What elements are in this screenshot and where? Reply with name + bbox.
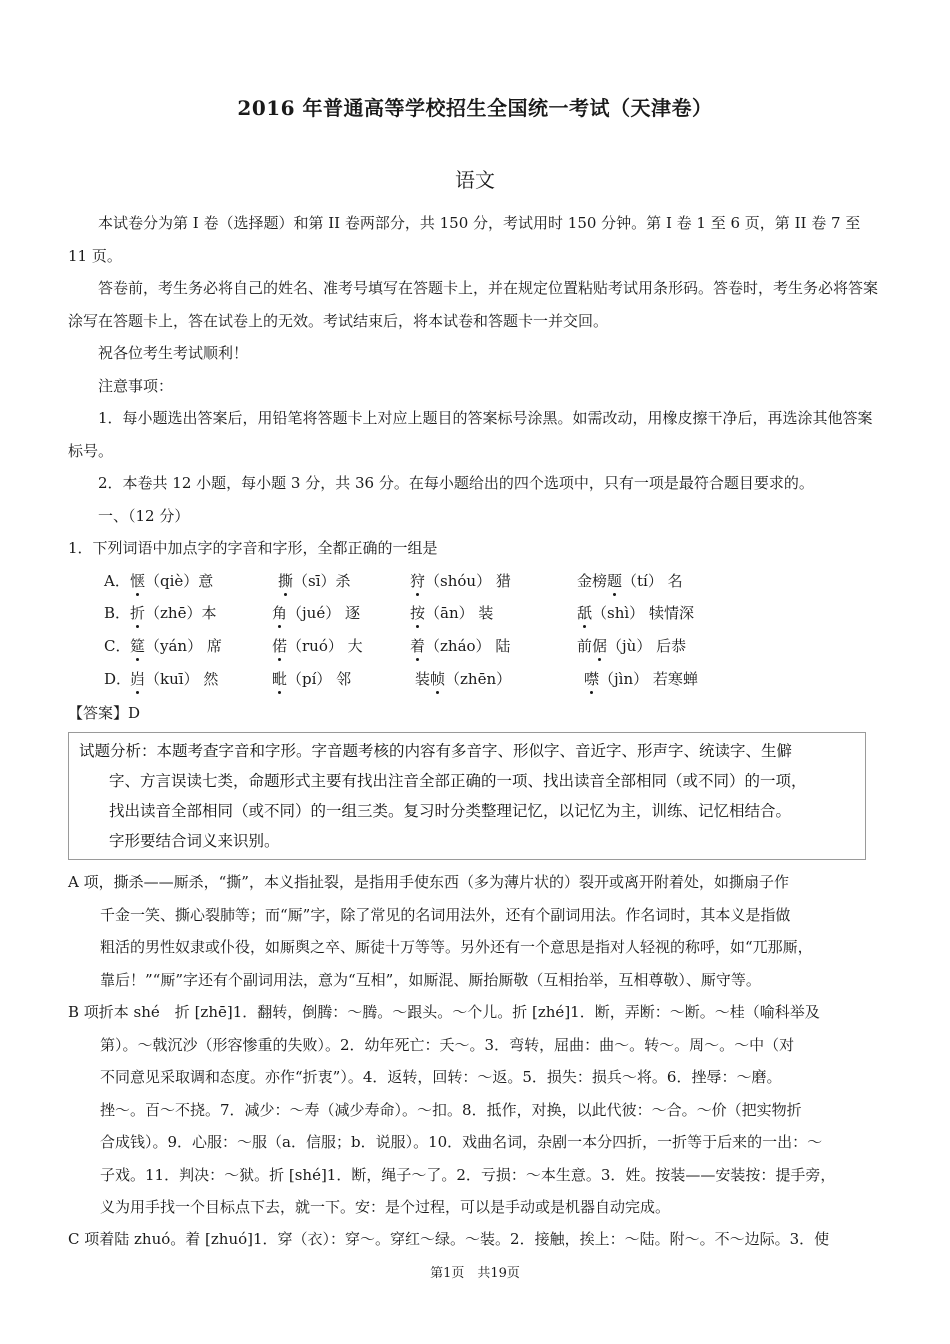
item-text: （yán） 席 bbox=[145, 637, 222, 655]
analysis-line-3: 找出读音全部相同（或不同）的一组三类。复习时分类整理记忆，以记忆为主，训练、记忆相结合。 bbox=[109, 802, 792, 820]
option-label: B． bbox=[104, 604, 131, 622]
explanation-line: 子戏。11．判决：～狱。折 [shé]1．断，绳子～了。2．亏损：～本生意。3．姓。按装——安装按：提手旁， bbox=[100, 1165, 836, 1184]
explanation-c bbox=[68, 1223, 886, 1256]
dotted-char: 题 bbox=[607, 572, 623, 590]
item-text: （zháo） 陆 bbox=[425, 637, 511, 655]
option-item bbox=[577, 602, 694, 624]
option-item bbox=[130, 602, 216, 624]
intro-paragraph-2: 答卷前，考生务必将自己的姓名、准考号填写在答题卡上，并在规定位置粘贴考试用条形码。答卷时，考生务必将答案涂写在答题卡上，答在试卷上的无效。考试结束后，将本试卷和答题卡一并交回。 bbox=[68, 279, 879, 330]
dotted-char: 噤 bbox=[584, 670, 600, 688]
dotted-char: 撕 bbox=[278, 572, 294, 590]
subject-heading: 语文 bbox=[455, 168, 495, 192]
dotted-char: 折 bbox=[130, 604, 146, 622]
answer-line: 【答案】D bbox=[68, 704, 141, 722]
dotted-char: 着 bbox=[410, 637, 426, 655]
option-item bbox=[410, 570, 511, 592]
item-prefix: 装 bbox=[415, 670, 431, 688]
exam-title: 2016 年普通高等学校招生全国统一考试（天津卷） bbox=[237, 96, 713, 120]
intro-paragraph-1: 本试卷分为第 I 卷（选择题）和第 II 卷两部分，共 150 分，考试用时 150 分钟。第 I 卷 1 至 6 页，第 II 卷 7 至 11 页。 bbox=[68, 214, 861, 265]
dotted-char: 偌 bbox=[272, 637, 288, 655]
explanation-line: 靠后！”“厮”字还有个副词用法，意为“互相”，如厮混、厮抬厮敬（互相抬举，互相尊敬）、厮守等。 bbox=[100, 970, 761, 989]
option-item bbox=[272, 635, 363, 657]
option-label: C． bbox=[104, 637, 131, 655]
item-text: （ruó） 大 bbox=[287, 637, 363, 655]
item-text: （ān） 装 bbox=[425, 604, 494, 622]
dotted-char: 惬 bbox=[130, 572, 146, 590]
option-label: A． bbox=[104, 572, 130, 590]
dotted-char: 筵 bbox=[130, 637, 146, 655]
option-item bbox=[272, 602, 360, 624]
notice-item-2: 2．本卷共 12 小题，每小题 3 分，共 36 分。在每小题给出的四个选项中，只有一项是最符合题目要求的。 bbox=[98, 474, 814, 492]
explanation-line: 第）。～戟沉沙（形容惨重的失败）。2．幼年死亡：夭～。3．弯转，屈曲：曲～。转～。周～。～中（对 bbox=[100, 1035, 795, 1054]
explanation-line: 粗活的男性奴隶或仆役，如厮舆之卒、厮徒十万等等。另外还有一个意思是指对人轻视的称呼，如“兀那厮， bbox=[100, 938, 813, 956]
item-text: （jìn） 若寒蝉 bbox=[599, 670, 698, 688]
dotted-char: 倨 bbox=[592, 637, 608, 655]
analysis-line-2: 字、方言误读七类，命题形式主要有找出注音全部正确的一项、找出读音全部相同（或不同）的一项， bbox=[109, 772, 807, 790]
item-text: （kuī） 然 bbox=[145, 670, 219, 688]
option-item bbox=[577, 570, 683, 592]
explanation-line: 不同意见采取调和态度。亦作“折衷”）。4．返转，回转：～返。5．损失：损兵～将。6．挫辱：～磨。 bbox=[100, 1068, 782, 1086]
option-row-d bbox=[104, 668, 864, 690]
item-prefix: 前 bbox=[577, 637, 593, 655]
option-item bbox=[410, 602, 493, 624]
option-item bbox=[577, 635, 686, 657]
notice-item-1: 1．每小题选出答案后，用铅笔将答题卡上对应上题目的答案标号涂黑。如需改动，用橡皮擦干净后，再选涂其他答案标号。 bbox=[68, 409, 873, 460]
explanation-line: 义为用手找一个目标点下去，就一下。安：是个过程，可以是手动或是机器自动完成。 bbox=[100, 1198, 671, 1216]
analysis-box bbox=[68, 732, 866, 860]
item-text: （sī）杀 bbox=[293, 572, 351, 590]
option-item bbox=[278, 570, 351, 592]
item-text: （qiè）意 bbox=[145, 572, 214, 590]
question-stem: 1．下列词语中加点字的字音和字形，全都正确的一组是 bbox=[68, 539, 438, 557]
option-label: D． bbox=[104, 670, 132, 688]
option-item bbox=[130, 635, 222, 657]
item-text: （tí） 名 bbox=[622, 572, 683, 590]
explanation-line: B 项折本 shé 折 [zhē]1．翻转，倒腾：～腾。～跟头。～个儿。折 [zhé]1．断，弄断：～断。～桂（喻科举及 bbox=[68, 1003, 820, 1021]
option-item bbox=[272, 668, 351, 690]
dotted-char: 按 bbox=[410, 604, 426, 622]
option-item bbox=[130, 570, 213, 592]
item-text: （shóu） 猎 bbox=[425, 572, 511, 590]
option-row-a bbox=[104, 570, 864, 592]
explanation-b bbox=[68, 996, 886, 1224]
analysis-line-1: 试题分析：本题考查字音和字形。字音题考核的内容有多音字、形似字、音近字、形声字、统读字、生僻 bbox=[79, 742, 793, 760]
section-heading: 一、（12 分） bbox=[98, 507, 190, 525]
explanation-line: A 项，撕杀——厮杀，“撕”，本义指扯裂，是指用手使东西（多为薄片状的）裂开或离开附着处，如撕扇子作 bbox=[68, 873, 789, 891]
analysis-line-4: 字形要结合词义来识别。 bbox=[109, 832, 280, 850]
explanation-line: 挫～。百～不挠。7．减少：～寿（减少寿命）。～扣。8．抵作，对换，以此代彼：～合。～价（把实物折 bbox=[100, 1100, 802, 1119]
option-item bbox=[410, 635, 510, 657]
option-row-b bbox=[104, 602, 864, 624]
explanation-a bbox=[68, 866, 886, 996]
explanation-line: 千金一笑、撕心裂肺等；而“厮”字，除了常见的名词用法外，还有个副词用法。作名词时，其本义是指做 bbox=[100, 905, 791, 924]
dotted-char: 帧 bbox=[430, 670, 446, 688]
notice-heading: 注意事项： bbox=[98, 377, 174, 395]
item-text: （zhē）本 bbox=[145, 604, 217, 622]
dotted-char: 舐 bbox=[577, 604, 593, 622]
option-item bbox=[584, 668, 698, 690]
good-luck-line: 祝各位考生考试顺利！ bbox=[98, 344, 249, 362]
item-text: （shì） 犊情深 bbox=[592, 604, 694, 622]
item-text: （zhēn） bbox=[445, 670, 512, 688]
dotted-char: 毗 bbox=[272, 670, 288, 688]
item-text: （pí） 邻 bbox=[287, 670, 352, 688]
item-prefix: 金榜 bbox=[577, 572, 608, 590]
dotted-char: 狩 bbox=[410, 572, 426, 590]
page-footer: 第1页 共19页 bbox=[430, 1266, 520, 1281]
dotted-char: 角 bbox=[272, 604, 288, 622]
explanation-line: C 项着陆 zhuó。着 [zhuó]1．穿（衣）：穿～。穿红～绿。～装。2．接触，挨上：～陆。附～。不～边际。3．使 bbox=[68, 1230, 830, 1248]
dotted-char: 岿 bbox=[130, 670, 146, 688]
option-row-c bbox=[104, 635, 864, 657]
option-item bbox=[130, 668, 218, 690]
item-text: （jù） 后恭 bbox=[607, 637, 687, 655]
option-item bbox=[415, 668, 511, 690]
item-text: （jué） 逐 bbox=[287, 604, 360, 622]
explanation-line: 合成钱）。9．心服：～服（a．信服；b．说服）。10．戏曲名词，杂剧一本分四折，一折等于后来的一出：～ bbox=[100, 1133, 823, 1151]
